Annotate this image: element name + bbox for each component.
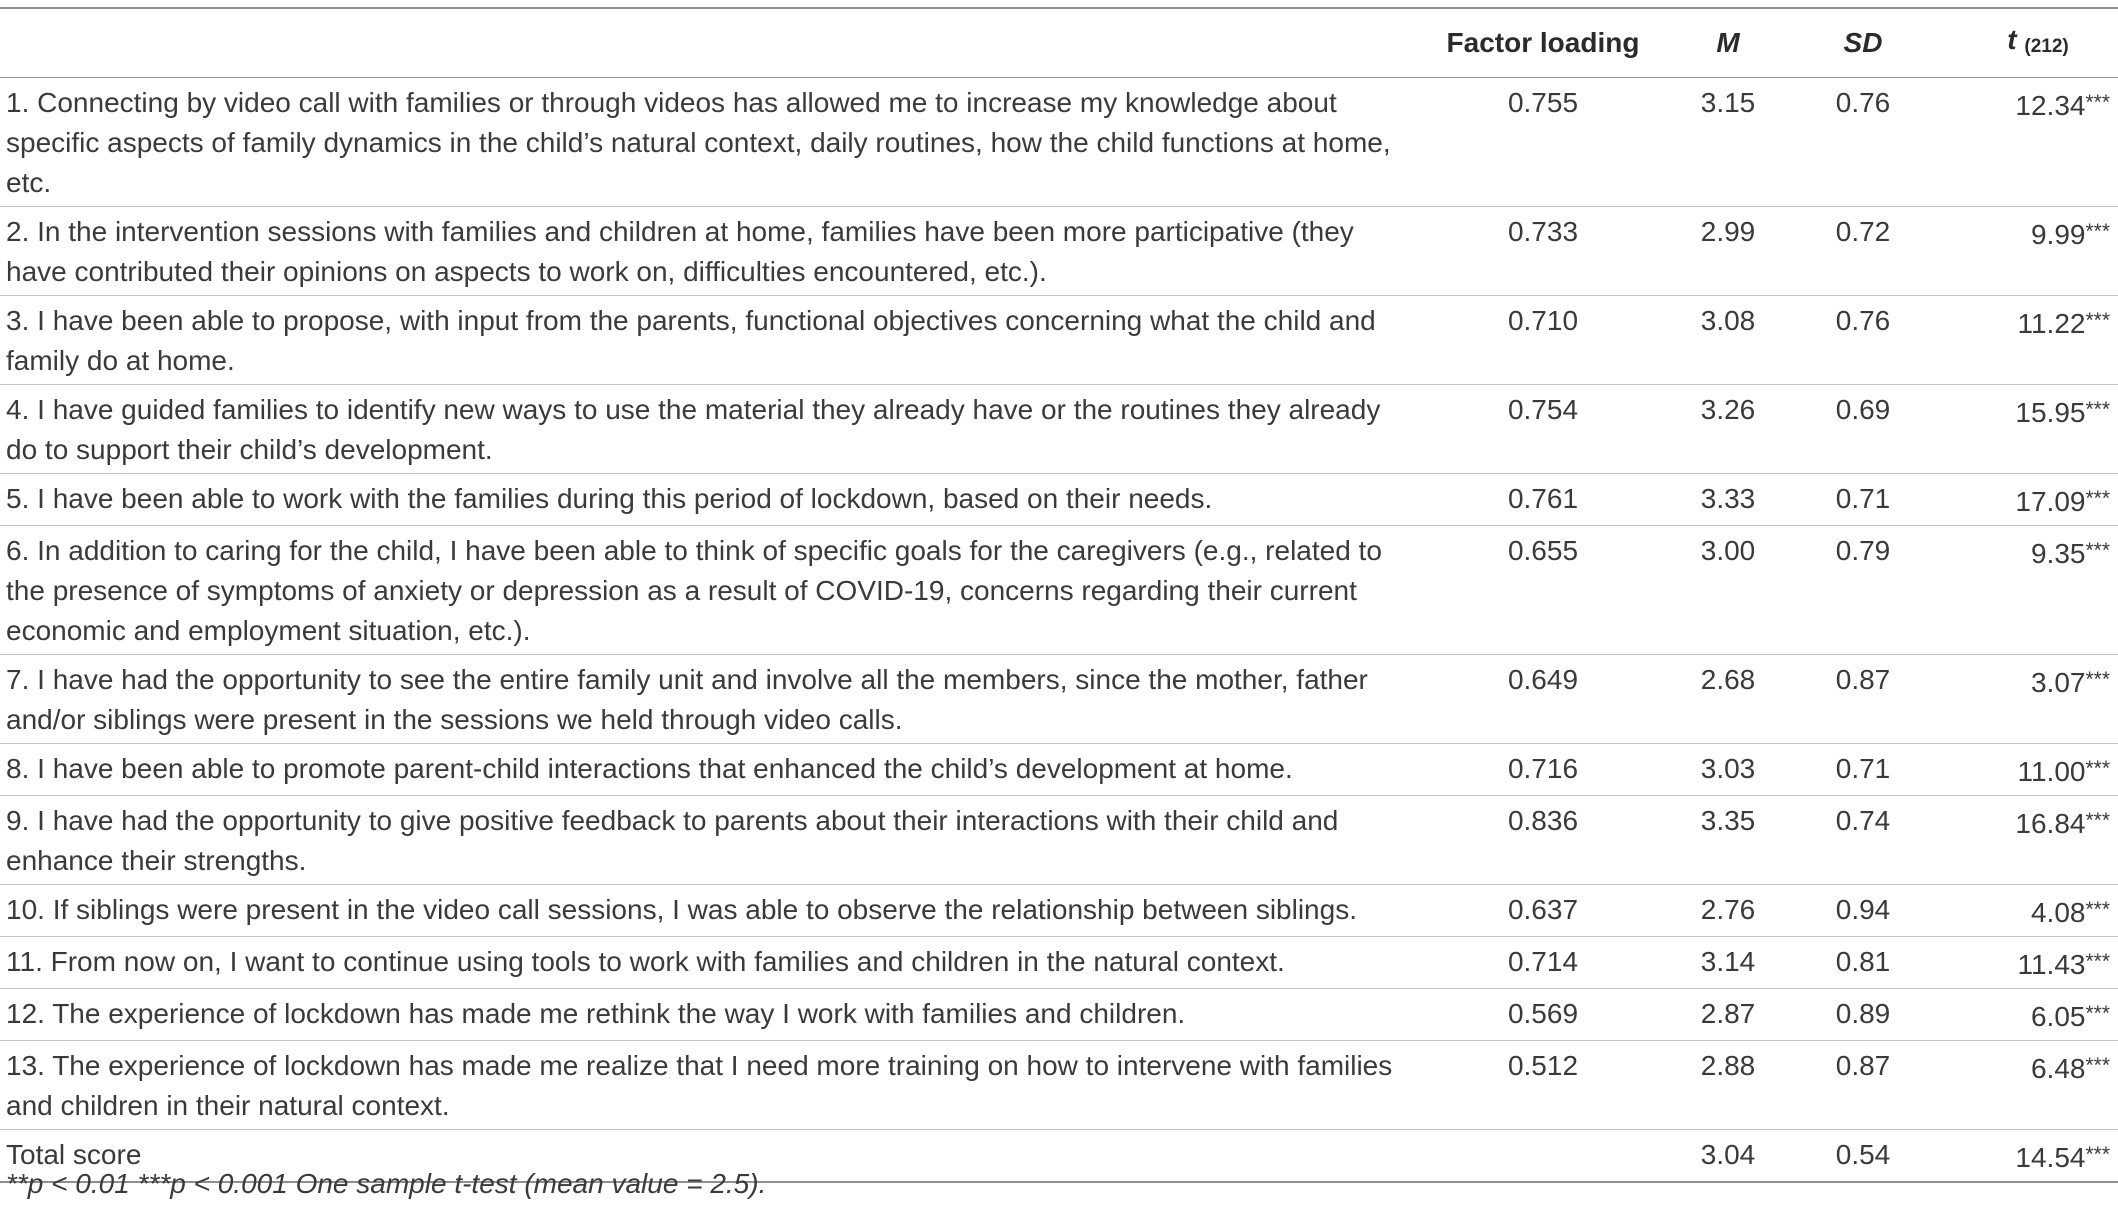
cell-factor-loading: 0.733 [1507,216,1579,247]
cell-sd: 0.54 [1835,1139,1891,1170]
significance-stars: *** [2085,487,2110,510]
cell-t-value: 17.09 [2015,486,2086,517]
cell-t [1938,296,2118,385]
cell-sd: 0.87 [1835,1050,1891,1081]
cell-sd: 0.87 [1835,664,1891,695]
table-body [0,78,2118,1183]
table-row [0,296,2118,385]
cell-factor-loading: 0.761 [1507,483,1579,514]
significance-stars: *** [2085,398,2110,421]
cell-sd: 0.74 [1835,805,1891,836]
significance-stars: *** [2085,220,2110,243]
cell-mean: 3.04 [1700,1139,1756,1170]
header-t [1938,8,2118,78]
cell-t [1938,78,2118,207]
cell-mean: 3.14 [1700,946,1756,977]
cell-factor-loading: 0.714 [1507,946,1579,977]
cell-t-value: 6.05 [2030,1001,2086,1032]
cell-item: 11. From now on, I want to continue using tools to work with families and children in the natural context. [6,946,1285,977]
cell-t-value: 3.07 [2030,667,2086,698]
cell-t [1938,937,2118,989]
cell-item: 8. I have been able to promote parent-child interactions that enhanced the child’s development at home. [6,753,1293,784]
cell-mean: 3.08 [1700,305,1756,336]
cell-mean: 3.03 [1700,753,1756,784]
significance-stars: *** [2085,809,2110,832]
cell-item: 6. In addition to caring for the child, I have been able to think of specific goals for the caregivers (e.g., related to the presence of symptoms of anxiety or depression as a result of COVID-19, concerns regarding their current economic and employment situation, etc.). [6,535,1382,646]
cell-t [1938,207,2118,296]
cell-factor-loading: 0.836 [1507,805,1579,836]
significance-stars: *** [2085,1054,2110,1077]
cell-item: 1. Connecting by video call with families or through videos has allowed me to increase my knowledge about specific aspects of family dynamics in the child’s natural context, daily routines, how the child functions at home, etc. [6,87,1391,198]
cell-factor-loading: 0.716 [1507,753,1579,784]
header-item [0,8,1418,78]
table-row [0,385,2118,474]
table-row [0,655,2118,744]
cell-mean: 3.00 [1700,535,1756,566]
cell-t [1938,989,2118,1041]
header-factor-loading: Factor loading [1446,27,1640,58]
table-row [0,207,2118,296]
cell-t [1938,474,2118,526]
cell-item: Total score [6,1139,142,1170]
cell-item: 5. I have been able to work with the families during this period of lockdown, based on their needs. [6,483,1213,514]
cell-t [1938,655,2118,744]
cell-factor-loading: 0.637 [1507,894,1579,925]
table-row [0,1041,2118,1130]
cell-mean: 3.35 [1700,805,1756,836]
table-row [0,526,2118,655]
cell-item: 4. I have guided families to identify new ways to use the material they already have or the routines they already do to support their child’s development. [6,394,1381,465]
cell-sd: 0.72 [1835,216,1891,247]
cell-item: 3. I have been able to propose, with input from the parents, functional objectives concerning what the child and family do at home. [6,305,1376,376]
cell-item: 13. The experience of lockdown has made me realize that I need more training on how to intervene with families and children in their natural context. [6,1050,1393,1121]
table-row [0,78,2118,207]
cell-mean: 2.68 [1700,664,1756,695]
cell-t-value: 15.95 [2015,397,2086,428]
cell-factor-loading: 0.569 [1507,998,1579,1029]
cell-factor-loading: 0.754 [1507,394,1579,425]
cell-sd: 0.69 [1835,394,1891,425]
cell-sd: 0.71 [1835,753,1891,784]
table-row [0,885,2118,937]
cell-item: 9. I have had the opportunity to give positive feedback to parents about their interactions with their child and enhance their strengths. [6,805,1339,876]
cell-sd: 0.71 [1835,483,1891,514]
cell-sd: 0.94 [1835,894,1891,925]
header-sd: SD [1843,27,1883,58]
cell-t-value: 11.00 [2017,756,2086,787]
table-footnote: **p < 0.01 ***p < 0.001 One sample t-test (mean value = 2.5). [6,1168,767,1199]
table-row [0,796,2118,885]
cell-t-value: 9.99 [2030,219,2086,250]
cell-factor-loading: 0.512 [1507,1050,1579,1081]
cell-t [1938,1041,2118,1130]
cell-sd: 0.89 [1835,998,1891,1029]
cell-t-value: 11.43 [2017,949,2086,980]
cell-t-value: 14.54 [2015,1142,2086,1173]
cell-sd: 0.79 [1835,535,1891,566]
cell-mean: 2.87 [1700,998,1756,1029]
cell-t [1938,526,2118,655]
cell-item: 2. In the intervention sessions with families and children at home, families have been more participative (they have contributed their opinions on aspects to work on, difficulties encountered, etc.). [6,216,1354,287]
significance-stars: *** [2085,309,2110,332]
cell-mean: 2.99 [1700,216,1756,247]
cell-t [1938,744,2118,796]
cell-t-value: 9.35 [2030,538,2086,569]
significance-stars: *** [2085,757,2110,780]
significance-stars: *** [2085,91,2110,114]
table-row [0,744,2118,796]
results-table [0,7,2118,1183]
header-t-symbol: t [2007,23,2017,55]
cell-t [1938,885,2118,937]
table-header [0,8,2118,78]
cell-item: 7. I have had the opportunity to see the entire family unit and involve all the members, since the mother, father and/or siblings were present in the sessions we held through video calls. [6,664,1368,735]
table-row [0,937,2118,989]
cell-item: 12. The experience of lockdown has made me rethink the way I work with families and children. [6,998,1186,1029]
cell-mean: 3.26 [1700,394,1756,425]
cell-sd: 0.81 [1835,946,1891,977]
cell-factor-loading: 0.649 [1507,664,1579,695]
cell-t-value: 6.48 [2030,1053,2086,1084]
cell-factor-loading: 0.710 [1507,305,1579,336]
significance-stars: *** [2085,539,2110,562]
table-row [0,474,2118,526]
cell-sd: 0.76 [1835,87,1891,118]
header-mean: M [1716,27,1740,58]
cell-t [1938,385,2118,474]
cell-t [1938,1130,2118,1183]
cell-t-value: 12.34 [2015,90,2086,121]
significance-stars: *** [2085,1002,2110,1025]
cell-sd: 0.76 [1835,305,1891,336]
cell-mean: 2.76 [1700,894,1756,925]
cell-t-value: 4.08 [2030,897,2086,928]
cell-mean: 3.15 [1700,87,1756,118]
cell-t [1938,796,2118,885]
significance-stars: *** [2085,1143,2110,1166]
cell-factor-loading: 0.755 [1507,87,1579,118]
significance-stars: *** [2085,950,2110,973]
cell-t-value: 11.22 [2017,308,2086,339]
cell-mean: 3.33 [1700,483,1756,514]
cell-t-value: 16.84 [2015,808,2086,839]
cell-factor-loading [1418,1130,1668,1183]
significance-stars: *** [2085,668,2110,691]
cell-factor-loading: 0.655 [1507,535,1579,566]
header-t-df: (212) [2024,35,2069,57]
cell-item: 10. If siblings were present in the video call sessions, I was able to observe the relationship between siblings. [6,894,1357,925]
cell-mean: 2.88 [1700,1050,1756,1081]
table-row [0,989,2118,1041]
header-row [0,8,2118,78]
significance-stars: *** [2085,898,2110,921]
